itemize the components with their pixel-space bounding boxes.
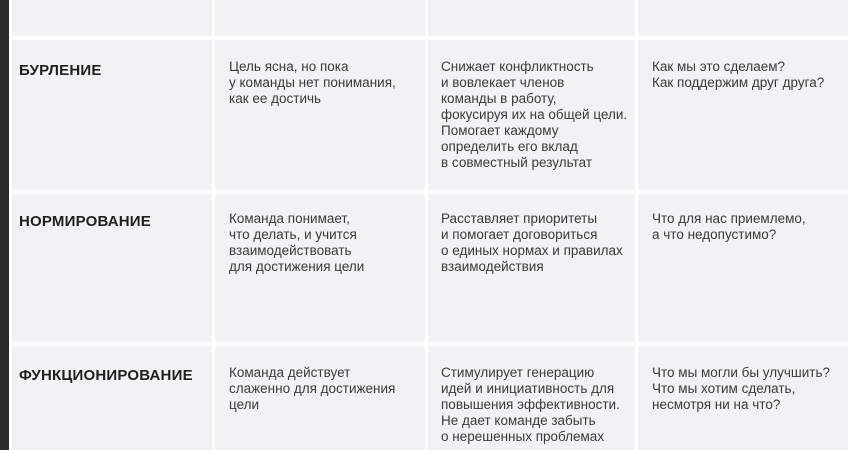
top-partial-cell-3 [428,0,635,36]
role-line: о нерешенных проблемах [441,429,605,444]
top-partial-cell-2 [215,0,425,36]
role-line: в совместный результат [441,155,593,170]
state-line: цели [229,397,260,412]
role-line: о единых нормах и правилах [441,243,623,258]
role-line: взаимодействия [441,259,544,274]
state-line: как ее достичь [229,91,322,106]
stage-title-performing: ФУНКЦИОНИРОВАНИЕ [19,367,193,384]
question-line: Как мы это сделаем? [652,59,786,74]
state-line: Команда понимает, [229,211,350,226]
question-line: Что мы могли бы улучшить? [652,365,831,380]
question-line: Что для нас приемлемо, [652,211,806,226]
top-partial-cell-4 [638,0,848,36]
state-cell-storming [215,40,425,190]
state-line: Цель ясна, но пока [229,59,349,74]
question-line: несмотря ни на что? [652,397,781,412]
left-dark-border [0,0,9,450]
stage-title-storming: БУРЛЕНИЕ [19,62,102,79]
state-line: у команды нет понимания, [229,75,396,90]
state-line: слаженно для достижения [229,381,396,396]
question-line: Что мы хотим сделать, [652,381,796,396]
role-line: определить его вклад [441,139,578,154]
state-line: взаимодействовать [229,243,352,258]
state-line: что делать, и учится [229,227,357,242]
questions-cell-norming [638,194,848,342]
question-line: а что недопустимо? [652,227,777,242]
role-line: Помогает каждому [441,123,559,138]
role-cell-storming [428,40,635,190]
stage-cell-norming [12,194,212,342]
role-line: Расставляет приоритеты [441,211,598,226]
role-line: Снижает конфликтность [441,59,594,74]
questions-cell-storming [638,40,848,190]
stage-title-norming: НОРМИРОВАНИЕ [19,213,151,230]
stage-cell-storming [12,40,212,190]
role-cell-norming [428,194,635,342]
question-line: Как поддержим друг друга? [652,75,825,90]
role-line: Стимулирует генерацию [441,365,595,380]
state-cell-performing [215,346,425,450]
state-line: для достижения цели [229,259,365,274]
role-line: и вовлекает членов [441,75,565,90]
top-partial-cell-1 [12,0,212,36]
questions-cell-performing [638,346,848,450]
role-cell-performing [428,346,635,450]
role-line: Не дает команде забыть [441,413,596,428]
stage-cell-performing [12,346,212,450]
role-line: повышения эффективности. [441,397,620,412]
role-line: и помогает договориться [441,227,598,242]
state-line: Команда действует [229,365,351,380]
state-cell-norming [215,194,425,342]
role-line: фокусируя их на общей цели. [441,107,628,122]
role-line: команды в работу, [441,91,557,106]
role-line: идей и инициативность для [441,381,615,396]
